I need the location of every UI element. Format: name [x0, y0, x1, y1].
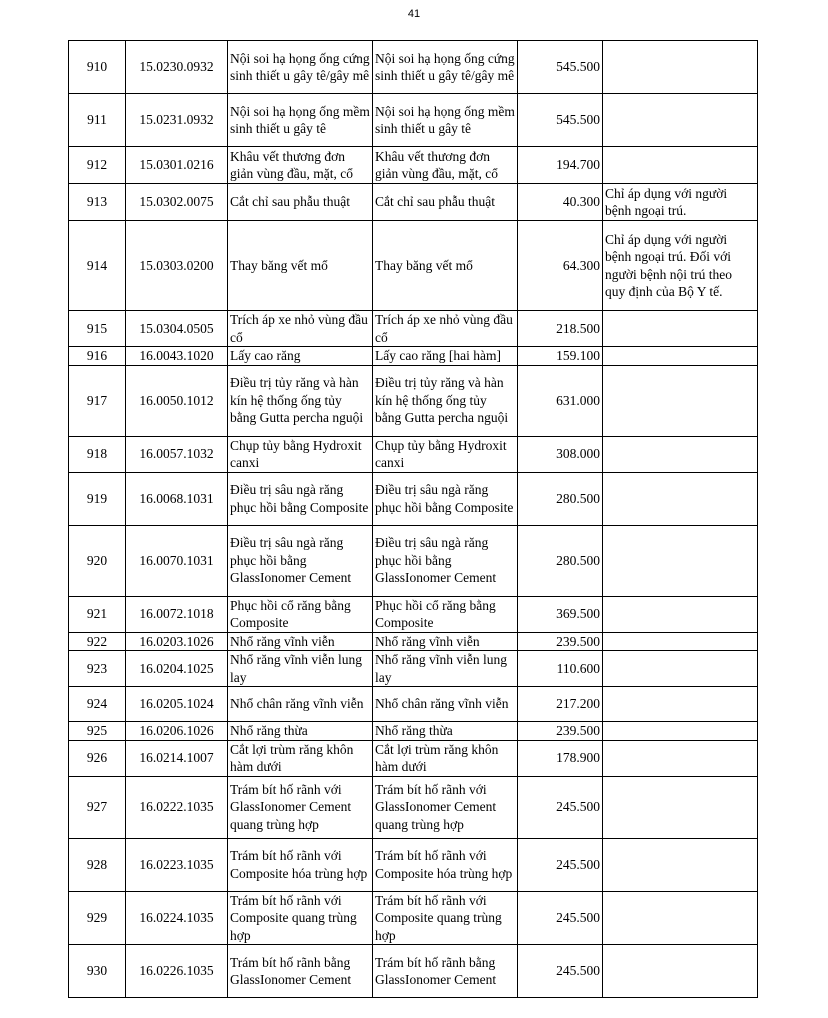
row-number: 922 [69, 632, 126, 651]
service-code: 16.0070.1031 [126, 525, 228, 596]
service-code: 16.0226.1035 [126, 945, 228, 998]
service-name: Nhổ chân răng vĩnh viễn [228, 687, 373, 722]
service-name: Trích áp xe nhỏ vùng đầu cổ [228, 311, 373, 347]
service-price: 245.500 [518, 891, 603, 945]
service-note [603, 740, 758, 776]
table-row [69, 147, 758, 184]
service-name: Điều trị sâu ngà răng phục hồi bằng GlassIonomer Cement [228, 525, 373, 596]
row-number: 913 [69, 184, 126, 221]
service-code: 16.0043.1020 [126, 347, 228, 366]
service-code: 16.0224.1035 [126, 891, 228, 945]
service-note [603, 687, 758, 722]
service-name-approved: Điều trị sâu ngà răng phục hồi bằng Composite [373, 472, 518, 525]
table-row [69, 838, 758, 891]
service-name-approved: Nhổ răng vĩnh viễn lung lay [373, 651, 518, 687]
row-number: 910 [69, 41, 126, 94]
table-row [69, 651, 758, 687]
service-note [603, 776, 758, 838]
table-row [69, 347, 758, 366]
row-number: 927 [69, 776, 126, 838]
service-code: 16.0214.1007 [126, 740, 228, 776]
row-number: 911 [69, 94, 126, 147]
service-name: Điều trị sâu ngà răng phục hồi bằng Composite [228, 472, 373, 525]
service-price: 280.500 [518, 472, 603, 525]
service-note [603, 94, 758, 147]
service-price: 245.500 [518, 776, 603, 838]
service-price: 40.300 [518, 184, 603, 221]
service-code: 16.0204.1025 [126, 651, 228, 687]
page-number: 41 [407, 8, 421, 20]
service-note [603, 891, 758, 945]
service-name-approved: Khâu vết thương đơn giản vùng đầu, mặt, cổ [373, 147, 518, 184]
table-row [69, 311, 758, 347]
service-name-approved: Lấy cao răng [hai hàm] [373, 347, 518, 366]
service-price: 217.200 [518, 687, 603, 722]
service-name: Trám bít hố rãnh bằng GlassIonomer Cement [228, 945, 373, 998]
service-name: Cắt lợi trùm răng khôn hàm dưới [228, 740, 373, 776]
service-price: 239.500 [518, 722, 603, 741]
table-row [69, 525, 758, 596]
table-row [69, 41, 758, 94]
table-row [69, 945, 758, 998]
table-row [69, 436, 758, 472]
service-name: Khâu vết thương đơn giản vùng đầu, mặt, cổ [228, 147, 373, 184]
service-note [603, 838, 758, 891]
service-code: 16.0203.1026 [126, 632, 228, 651]
service-code: 15.0303.0200 [126, 221, 228, 311]
service-code: 16.0222.1035 [126, 776, 228, 838]
row-number: 929 [69, 891, 126, 945]
row-number: 921 [69, 596, 126, 632]
service-price: 159.100 [518, 347, 603, 366]
service-price: 64.300 [518, 221, 603, 311]
table-row [69, 687, 758, 722]
service-name-approved: Điều trị sâu ngà răng phục hồi bằng GlassIonomer Cement [373, 525, 518, 596]
service-name: Chụp tủy bằng Hydroxit canxi [228, 436, 373, 472]
service-name-approved: Nhổ chân răng vĩnh viễn [373, 687, 518, 722]
row-number: 915 [69, 311, 126, 347]
service-name: Lấy cao răng [228, 347, 373, 366]
row-number: 926 [69, 740, 126, 776]
service-name-approved: Cắt lợi trùm răng khôn hàm dưới [373, 740, 518, 776]
row-number: 924 [69, 687, 126, 722]
service-name-approved: Nhổ răng vĩnh viễn [373, 632, 518, 651]
service-note [603, 596, 758, 632]
service-note [603, 651, 758, 687]
service-name-approved: Điều trị tủy răng và hàn kín hệ thống ống tủy bằng Gutta percha nguội [373, 365, 518, 436]
service-code: 15.0230.0932 [126, 41, 228, 94]
service-code: 15.0231.0932 [126, 94, 228, 147]
table-row [69, 776, 758, 838]
service-name: Nhổ răng thừa [228, 722, 373, 741]
service-note [603, 147, 758, 184]
service-price: 280.500 [518, 525, 603, 596]
service-name: Điều trị tủy răng và hàn kín hệ thống ống tủy bằng Gutta percha nguội [228, 365, 373, 436]
row-number: 917 [69, 365, 126, 436]
table-body [69, 41, 758, 998]
service-name-approved: Chụp tủy bằng Hydroxit canxi [373, 436, 518, 472]
service-name: Trám bít hố rãnh với Composite hóa trùng hợp [228, 838, 373, 891]
service-name-approved: Trích áp xe nhỏ vùng đầu cổ [373, 311, 518, 347]
table-row [69, 632, 758, 651]
service-name-approved: Trám bít hố rãnh với GlassIonomer Cement quang trùng hợp [373, 776, 518, 838]
row-number: 930 [69, 945, 126, 998]
table-row [69, 891, 758, 945]
service-code: 16.0206.1026 [126, 722, 228, 741]
service-name: Phục hồi cổ răng bằng Composite [228, 596, 373, 632]
service-note [603, 525, 758, 596]
service-name: Thay băng vết mổ [228, 221, 373, 311]
service-price: 194.700 [518, 147, 603, 184]
service-code: 15.0302.0075 [126, 184, 228, 221]
service-price: 218.500 [518, 311, 603, 347]
service-code: 16.0223.1035 [126, 838, 228, 891]
service-name-approved: Nhổ răng thừa [373, 722, 518, 741]
row-number: 928 [69, 838, 126, 891]
service-price-table [68, 40, 758, 998]
table-row [69, 472, 758, 525]
service-name-approved: Trám bít hố rãnh với Composite quang trùng hợp [373, 891, 518, 945]
table-row [69, 94, 758, 147]
service-note [603, 311, 758, 347]
row-number: 923 [69, 651, 126, 687]
table-row [69, 596, 758, 632]
service-code: 15.0301.0216 [126, 147, 228, 184]
row-number: 918 [69, 436, 126, 472]
service-note [603, 472, 758, 525]
table-row [69, 740, 758, 776]
service-note [603, 347, 758, 366]
service-note: Chỉ áp dụng với người bệnh ngoại trú. [603, 184, 758, 221]
service-name-approved: Trám bít hố rãnh bằng GlassIonomer Cement [373, 945, 518, 998]
service-name: Cắt chỉ sau phẫu thuật [228, 184, 373, 221]
service-code: 16.0057.1032 [126, 436, 228, 472]
service-code: 16.0068.1031 [126, 472, 228, 525]
service-price: 545.500 [518, 41, 603, 94]
service-name-approved: Nội soi hạ họng ống cứng sinh thiết u gây tê/gây mê [373, 41, 518, 94]
service-code: 16.0205.1024 [126, 687, 228, 722]
service-name: Nội soi hạ họng ống mềm sinh thiết u gây tê [228, 94, 373, 147]
service-note: Chỉ áp dụng với người bệnh ngoại trú. Đối với người bệnh nội trú theo quy định của Bộ Y tế. [603, 221, 758, 311]
table-row [69, 184, 758, 221]
service-note [603, 632, 758, 651]
service-name: Nội soi hạ họng ống cứng sinh thiết u gây tê/gây mê [228, 41, 373, 94]
service-name: Nhổ răng vĩnh viễn lung lay [228, 651, 373, 687]
row-number: 919 [69, 472, 126, 525]
service-price: 369.500 [518, 596, 603, 632]
service-price: 245.500 [518, 838, 603, 891]
table-row [69, 365, 758, 436]
service-name-approved: Nội soi hạ họng ống mềm sinh thiết u gây tê [373, 94, 518, 147]
table-row [69, 722, 758, 741]
row-number: 914 [69, 221, 126, 311]
table-row [69, 221, 758, 311]
service-note [603, 945, 758, 998]
service-price: 308.000 [518, 436, 603, 472]
service-note [603, 436, 758, 472]
service-price: 545.500 [518, 94, 603, 147]
service-price: 178.900 [518, 740, 603, 776]
service-name-approved: Phục hồi cổ răng bằng Composite [373, 596, 518, 632]
service-note [603, 722, 758, 741]
service-name: Nhổ răng vĩnh viễn [228, 632, 373, 651]
service-price: 245.500 [518, 945, 603, 998]
service-price: 631.000 [518, 365, 603, 436]
service-code: 16.0072.1018 [126, 596, 228, 632]
service-name-approved: Cắt chỉ sau phẫu thuật [373, 184, 518, 221]
row-number: 912 [69, 147, 126, 184]
service-price: 110.600 [518, 651, 603, 687]
service-note [603, 365, 758, 436]
service-name: Trám bít hố rãnh với Composite quang trùng hợp [228, 891, 373, 945]
row-number: 920 [69, 525, 126, 596]
service-code: 15.0304.0505 [126, 311, 228, 347]
service-name-approved: Thay băng vết mổ [373, 221, 518, 311]
service-name-approved: Trám bít hố rãnh với Composite hóa trùng hợp [373, 838, 518, 891]
row-number: 916 [69, 347, 126, 366]
service-note [603, 41, 758, 94]
row-number: 925 [69, 722, 126, 741]
service-name: Trám bít hố rãnh với GlassIonomer Cement quang trùng hợp [228, 776, 373, 838]
service-price: 239.500 [518, 632, 603, 651]
service-code: 16.0050.1012 [126, 365, 228, 436]
